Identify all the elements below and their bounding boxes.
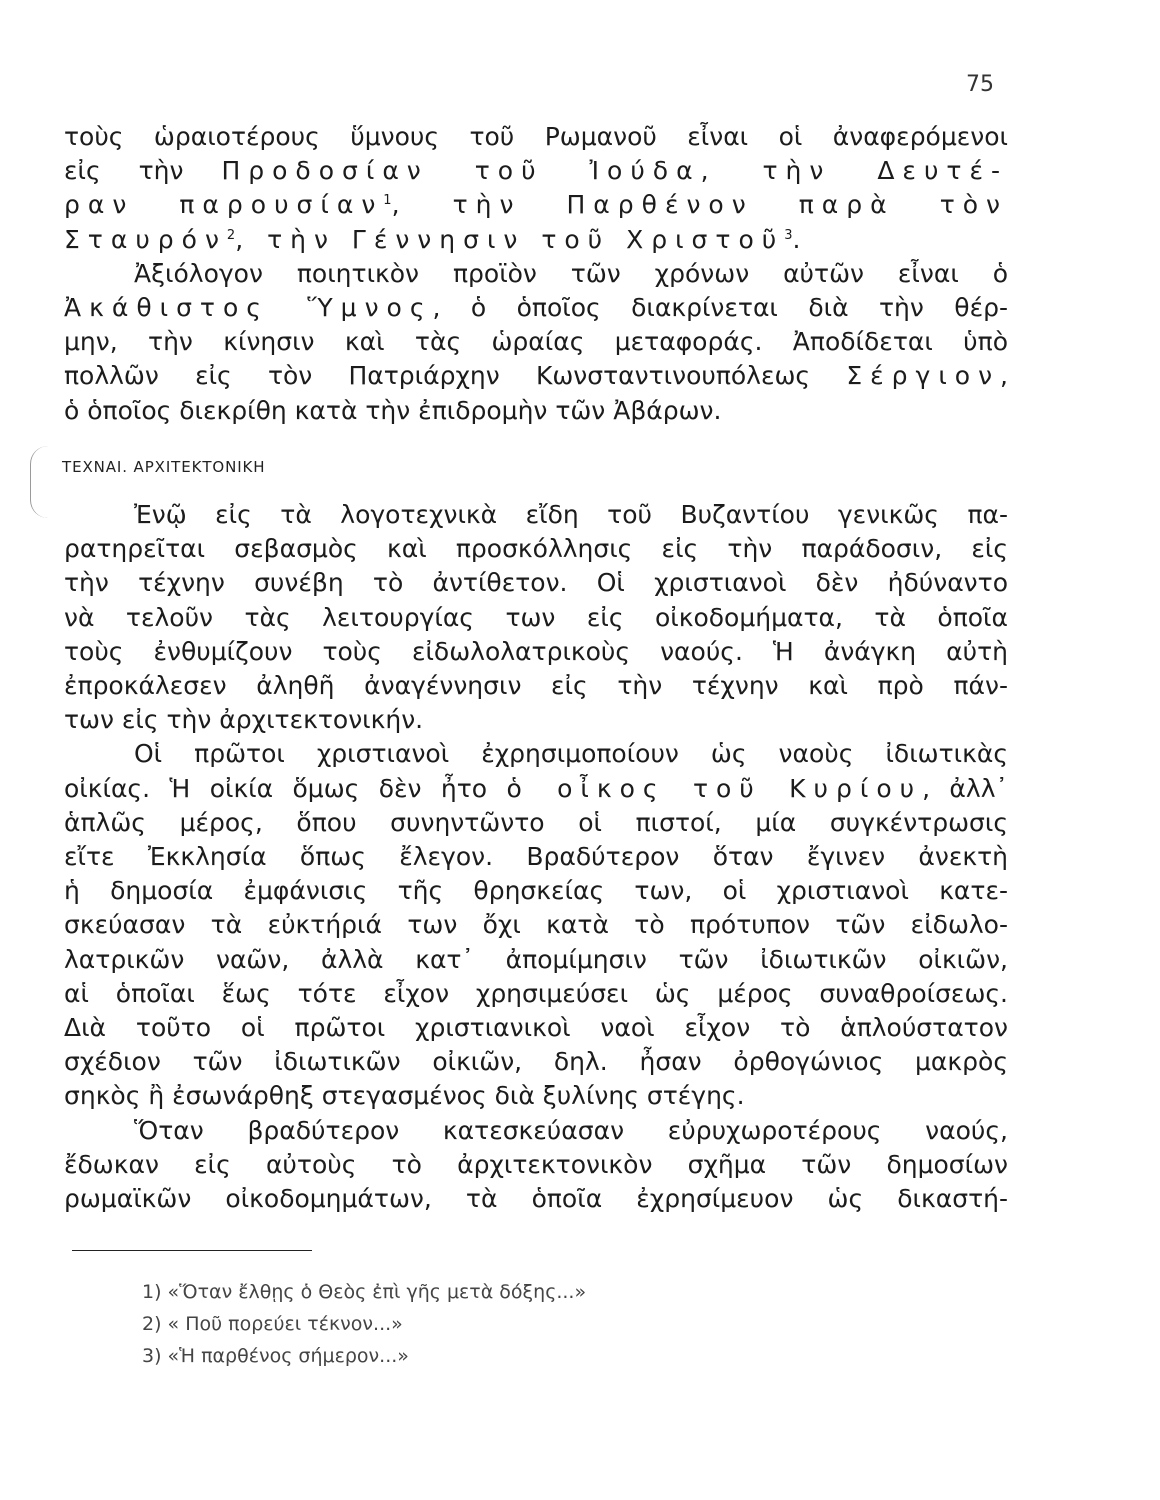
margin-bracket [30, 446, 49, 518]
text-line: ἡ δημοσία ἐμφάνισις τῆς θρησκείας των, οἱ χριστιανοὶ κατε- [64, 876, 1008, 906]
text-line: σχέδιον τῶν ἰδιωτικῶν οἰκιῶν, δηλ. ἦσαν ὀρθογώνιος μακρὸς [64, 1047, 1008, 1077]
text-line: οἰκίας. Ἡ οἰκία ὅμως δὲν ἦτο ὁ οἶκος τοῦ Κυρίου, ἀλλ᾽ [64, 773, 1009, 803]
text-line: ὁ ὁποῖος διεκρίθη κατὰ τὴν ἐπιδρομὴν τῶν Ἀβάρων. [64, 395, 722, 425]
spaced-emphasis: , τὴν Παρθένον παρὰ τὸν [391, 190, 1009, 220]
page-number: 75 [966, 72, 994, 97]
text-line: των εἰς τὴν ἀρχιτεκτονικήν. [64, 705, 424, 735]
spaced-emphasis: Σέργιον [846, 361, 1001, 391]
text-line: τὴν τέχνην συνέβη τὸ ἀντίθετον. Οἱ χριστιανοὶ δὲν ἠδύναντο [64, 568, 1008, 598]
text-line: σκεύασαν τὰ εὐκτήριά των ὄχι κατὰ τὸ πρότυπον τῶν εἰδωλο- [64, 910, 1008, 940]
text-line: μην, τὴν κίνησιν καὶ τὰς ὡραίας μεταφοράς. Ἀποδίδεται ὑπὸ [64, 327, 1008, 357]
footnote-1: 1) «Ὅταν ἔλθῃς ὁ Θεὸς ἐπὶ γῆς μετὰ δόξης...» [142, 1281, 587, 1303]
section-heading: ΤΕΧΝΑΙ. ΑΡΧΙΤΕΚΤΟΝΙΚΗ [62, 458, 266, 476]
text-line: Ἐνῷ εἰς τὰ λογοτεχνικὰ εἴδη τοῦ Βυζαντίου γενικῶς πα- [134, 500, 1008, 529]
text-line: Σταυρόν$^2$, τὴν Γέννησιν τοῦ Χριστοῦ$^3$. [64, 224, 801, 254]
text-line [64, 188, 1008, 222]
text-line: εἰς τὴν Προδοσίαν τοῦ Ἰούδα, τὴν Δευτέ- [64, 156, 1008, 186]
text-line: ρωμαϊκῶν οἰκοδομημάτων, τὰ ὁποῖα ἐχρησίμευον ὡς δικαστή- [64, 1184, 1008, 1214]
text-line: αἱ ὁποῖαι ἕως τότε εἶχον χρησιμεύσει ὡς μέρος συναθροίσεως. [64, 978, 1008, 1008]
text-line: εἴτε Ἐκκλησία ὅπως ἔλεγον. Βραδύτερον ὅταν ἔγινεν ἀνεκτὴ [64, 842, 1008, 872]
text-line: ρατηρεῖται σεβασμὸς καὶ προσκόλλησις εἰς τὴν παράδοσιν, εἰς [64, 534, 1008, 564]
footnote-mark: 1 [383, 193, 392, 209]
spaced-emphasis: Σταυρόν [64, 224, 227, 254]
text-line: σηκὸς ἢ ἐσωνάρθηξ στεγασμένος διὰ ξυλίνης στέγης. [64, 1081, 745, 1111]
text-line: Οἱ πρῶτοι χριστιανοὶ ἐχρησιμοποίουν ὡς ναοὺς ἰδιωτικὰς [134, 739, 1008, 769]
footnote-mark: 3 [784, 227, 793, 243]
text-line: Ὅταν βραδύτερον κατεσκεύασαν εὐρυχωροτέρους ναούς, [134, 1115, 1008, 1145]
text-line: Διὰ τοῦτο οἱ πρῶτοι χριστιανικοὶ ναοὶ εἶχον τὸ ἁπλούστατον [64, 1013, 1008, 1043]
text-line: πολλῶν εἰς τὸν Πατριάρχην Κωνσταντινουπόλεως Σέργιον, [64, 361, 1008, 391]
footnote-mark: 2 [226, 227, 236, 243]
text-line: τοὺς ἐνθυμίζουν τοὺς εἰδωλολατρικοὺς ναούς. Ἡ ἀνάγκη αὐτὴ [64, 636, 1008, 666]
text-line: ἔδωκαν εἰς αὐτοὺς τὸ ἀρχιτεκτονικὸν σχῆμα τῶν δημοσίων [64, 1149, 1008, 1179]
spaced-emphasis: ραν παρουσίαν [64, 190, 384, 220]
body-text-upper [64, 120, 1008, 428]
spaced-emphasis: Προδοσίαν τοῦ Ἰούδα, τὴν Δευτέ- [221, 156, 1008, 186]
spaced-emphasis: , τὴν Γέννησιν τοῦ Χριστοῦ [235, 224, 785, 254]
footnotes [142, 1276, 586, 1372]
text-line: νὰ τελοῦν τὰς λειτουργίας των εἰς οἰκοδομήματα, τὰ ὁποῖα [64, 602, 1008, 632]
text-line: Ἀξιόλογον ποιητικὸν προϊὸν τῶν χρόνων αὐτῶν εἶναι ὁ [134, 258, 1008, 288]
text-line: τοὺς ὡραιοτέρους ὕμνους τοῦ Ρωμανοῦ εἶναι οἱ ἀναφερόμενοι [64, 122, 1008, 151]
footnote-rule [72, 1250, 312, 1251]
text-line: λατρικῶν ναῶν, ἀλλὰ κατ᾽ ἀπομίμησιν τῶν ἰδιωτικῶν οἰκιῶν, [64, 944, 1008, 974]
body-text-lower [64, 498, 1008, 1216]
spaced-emphasis: Ἀκάθιστος Ὕμνος [64, 293, 433, 323]
footnote-2: 2) « Ποῦ πορεύει τέκνον...» [142, 1313, 403, 1335]
text-line: ἁπλῶς μέρος, ὅπου συνηντῶντο οἱ πιστοί, μία συγκέντρωσις [64, 807, 1008, 837]
spaced-emphasis: ὁ οἶκος τοῦ Κυρίου [506, 773, 923, 803]
text-line: ἐπροκάλεσεν ἀληθῆ ἀναγέννησιν εἰς τὴν τέχνην καὶ πρὸ πάν- [64, 671, 1008, 701]
text-line: Ἀκάθιστος Ὕμνος, ὁ ὁποῖος διακρίνεται διὰ τὴν θέρ- [64, 293, 1008, 323]
footnote-3: 3) «Ἡ παρθένος σήμερον...» [142, 1345, 409, 1367]
